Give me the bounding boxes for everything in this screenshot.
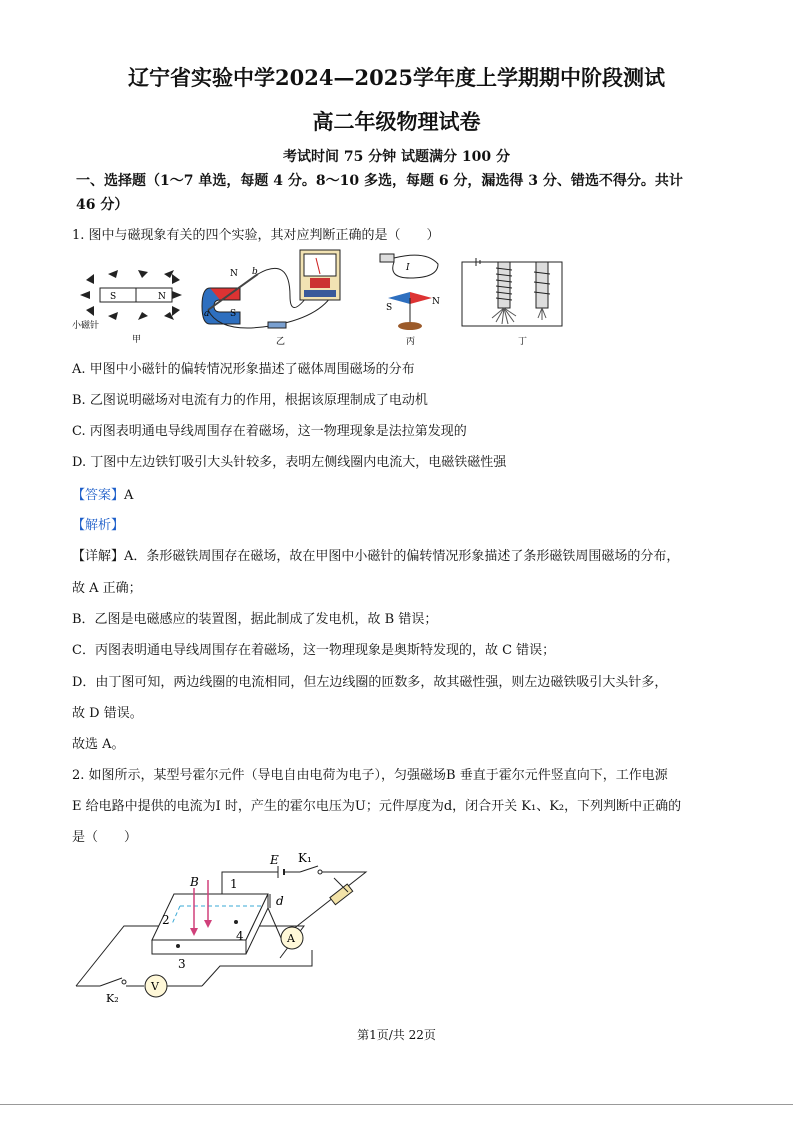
section-heading-line-1: 一、选择题（1～7 单选，每题 4 分。8～10 多选，每题 6 分，漏选得 3 分、错选不得分。共计 — [76, 173, 683, 189]
e-label: E — [270, 853, 279, 867]
bing-n-label: N — [432, 297, 440, 307]
face-3-label: 3 — [178, 957, 186, 971]
figure-bing — [376, 248, 446, 346]
q1-detail-line-2: 故 A 正确； — [72, 581, 142, 596]
q1-detail-line-3: B．乙图是电磁感应的装置图，据此制成了发电机，故 B 错误； — [72, 612, 438, 627]
rheostat — [330, 884, 353, 905]
caption-ding: 丁 — [518, 337, 528, 346]
face-2-label: 2 — [162, 913, 170, 927]
caption-bing: 丙 — [406, 337, 416, 346]
face-1-label: 1 — [230, 877, 238, 891]
galvanometer-coil — [310, 278, 330, 288]
hall-element-front — [152, 940, 246, 954]
needle-icon — [108, 270, 118, 278]
compass-needle-n — [410, 292, 432, 304]
terminal-dot — [176, 944, 180, 948]
q1-option-d: D. 丁图中左边铁钉吸引大头针较多，表明左侧线圈内电流大，电磁铁磁性强 — [72, 455, 507, 470]
detail-tag: 【详解】 — [72, 549, 125, 564]
q2-line-1: 2. 如图所示，某型号霍尔元件（导电自由电荷为电子），匀强磁场B 垂直于霍尔元件竖直向下，工作电源 — [72, 768, 668, 783]
q1-option-b: B. 乙图说明磁场对电流有力的作用，根据该原理制成了电动机 — [72, 393, 428, 408]
yi-s-label: S — [230, 309, 237, 319]
voltmeter-label: V — [151, 980, 159, 993]
switch-contact — [318, 870, 322, 874]
q2-line-2: E 给电路中提供的电流为I 时，产生的霍尔电压为U；元件厚度为d，闭合开关 K₁、K₂，下列判断中正确的 — [72, 799, 682, 814]
wire — [292, 872, 366, 930]
bottom-rule — [0, 1104, 793, 1105]
bing-s-label: S — [386, 303, 393, 313]
face-4-label: 4 — [236, 929, 244, 943]
wire — [268, 908, 281, 938]
needle-icon — [80, 291, 90, 299]
k1-label: K₁ — [298, 851, 312, 865]
exam-info: 考试时间 75 分钟 试题满分 100 分 — [282, 149, 511, 165]
q1-detail-line-7: 故选 A。 — [72, 737, 125, 752]
q1-analysis-tag — [72, 514, 124, 533]
b-label: B — [190, 875, 199, 889]
compass-base — [398, 322, 422, 330]
k2-label: K₂ — [106, 992, 119, 1005]
galvanometer-terminal — [304, 290, 336, 297]
switch-icon — [268, 322, 286, 328]
needle-icon — [172, 306, 180, 316]
answer-tag: 【答案】 — [72, 488, 125, 503]
switch-k1 — [300, 866, 318, 872]
d-label: d — [276, 894, 284, 908]
battery-icon — [380, 254, 394, 262]
bing-i-label: I — [406, 263, 410, 273]
coil-left — [496, 262, 512, 308]
figure-ding — [456, 256, 568, 346]
needle-icon — [172, 274, 180, 284]
bar-n-label: N — [158, 292, 166, 302]
switch-contact — [122, 980, 126, 984]
q1-stem: 1. 图中与磁现象有关的四个实验，其对应判断正确的是（ ） — [72, 228, 440, 243]
section-heading — [76, 169, 726, 217]
figure-jia — [72, 260, 192, 346]
needle-icon — [86, 306, 94, 316]
q1-detail-line-1 — [72, 545, 679, 564]
coil-right — [534, 262, 550, 308]
caption-yi: 乙 — [276, 337, 286, 346]
needle-icon — [108, 312, 118, 320]
terminal-dot — [234, 920, 238, 924]
bar-s-label: S — [110, 292, 117, 302]
detail-text: A．条形磁铁周围存在磁场，故在甲图中小磁针的偏转情况形象描述了条形磁铁周围磁场的分布， — [124, 549, 680, 564]
yi-n-label: N — [230, 269, 238, 279]
yi-b-label: b — [252, 267, 258, 277]
wire — [258, 268, 306, 307]
q1-option-c: C. 丙图表明通电导线周围存在着磁场，这一物理现象是法拉第发现的 — [72, 424, 467, 439]
q2-line-3: 是（ ） — [72, 830, 138, 845]
answer-value: A — [124, 488, 134, 503]
needle-icon — [172, 291, 182, 299]
section-heading-line-2: 46 分） — [76, 197, 129, 213]
q1-detail-line-5: D．由丁图可知，两边线圈的电流相同，但左边线圈的匝数多，故其磁性强，则左边磁铁吸引大头针多， — [72, 675, 668, 690]
needle-icon — [86, 274, 94, 284]
title-line-1: 辽宁省实验中学2024—2025学年度上学期期中阶段测试 — [128, 65, 665, 90]
figure-hall-circuit — [72, 850, 372, 1010]
yi-a-label: a — [204, 309, 210, 319]
page-footer: 第1页/共 22页 — [357, 1028, 436, 1042]
caption-jia: 甲 — [132, 335, 142, 345]
q1-detail-line-4: C．丙图表明通电导线周围存在着磁场，这一物理现象是奥斯特发现的，故 C 错误； — [72, 643, 556, 658]
figure-yi — [200, 246, 350, 346]
pins-right — [538, 308, 546, 320]
wire — [202, 950, 312, 986]
needle-icon — [138, 312, 148, 320]
switch-k2 — [100, 978, 122, 986]
wire — [393, 255, 438, 278]
small-needle-label: 小磁针 — [72, 321, 100, 331]
needle-icon — [138, 270, 148, 278]
q1-detail-line-6: 故 D 错误。 — [72, 706, 143, 721]
ammeter-label: A — [287, 932, 295, 945]
q1-option-a: A. 甲图中小磁针的偏转情况形象描述了磁体周围磁场的分布 — [72, 362, 415, 377]
title-line-2: 高二年级物理试卷 — [312, 109, 481, 134]
q1-answer — [72, 484, 133, 503]
analysis-tag: 【解析】 — [72, 518, 125, 533]
pins-left — [492, 308, 516, 324]
